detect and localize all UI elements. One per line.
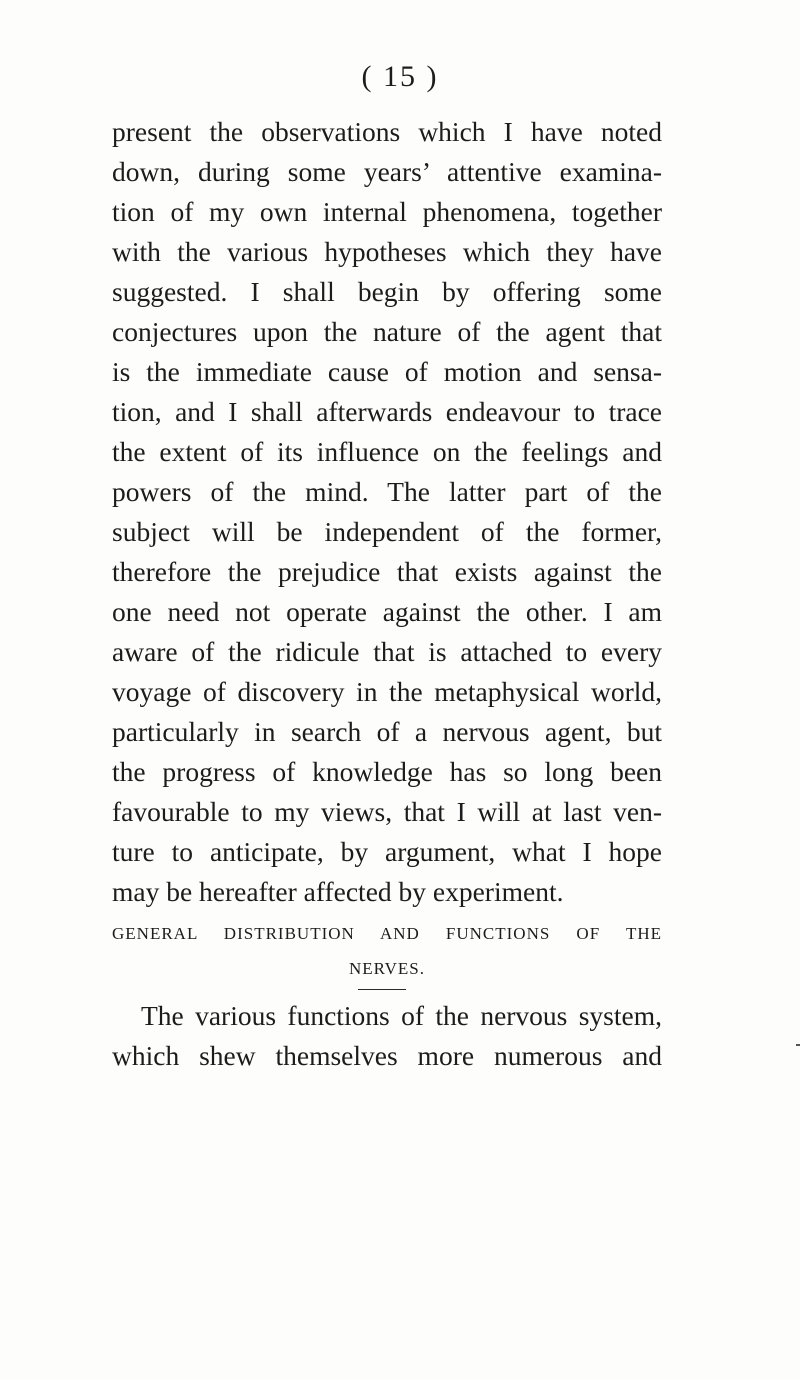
text-line: conjectures upon the nature of the agent that — [112, 316, 662, 347]
text-line: tion of my own internal phenomena, together — [112, 196, 662, 227]
continuation-paragraph — [112, 996, 662, 1076]
section-heading — [112, 920, 662, 983]
text-line: aware of the ridicule that is attached to every — [112, 636, 662, 667]
margin-mark — [796, 1044, 800, 1046]
body-paragraph — [112, 112, 662, 912]
section-heading-line-1: GENERAL DISTRIBUTION AND FUNCTIONS OF THE — [112, 924, 662, 943]
text-line: present the observations which I have noted — [112, 116, 662, 147]
text-line: which shew themselves more numerous and — [112, 1040, 662, 1071]
text-line: subject will be independent of the former, — [112, 516, 662, 547]
text-line: therefore the prejudice that exists against the — [112, 556, 662, 587]
text-line: tion, and I shall afterwards endeavour to trace — [112, 396, 662, 427]
text-line: may be hereafter affected by experiment. — [112, 876, 564, 907]
section-heading-line-2: NERVES. — [348, 959, 425, 978]
text-line: the extent of its influence on the feelings and — [112, 436, 662, 467]
text-line: one need not operate against the other. I am — [112, 596, 662, 627]
text-line: particularly in search of a nervous agent, but — [112, 716, 662, 747]
text-line: is the immediate cause of motion and sensa- — [112, 356, 662, 387]
text-line: powers of the mind. The latter part of the — [112, 476, 662, 507]
text-line: favourable to my views, that I will at last ven- — [112, 796, 662, 827]
text-line: the progress of knowledge has so long been — [112, 756, 662, 787]
text-line: with the various hypotheses which they have — [112, 236, 662, 267]
text-line: ture to anticipate, by argument, what I hope — [112, 836, 662, 867]
text-line: The various functions of the nervous system, — [141, 1000, 662, 1031]
page-number: ( 15 ) — [361, 60, 439, 93]
text-line: voyage of discovery in the metaphysical world, — [112, 676, 662, 707]
heading-divider — [358, 989, 406, 990]
text-line: suggested. I shall begin by offering some — [112, 276, 662, 307]
text-line: down, during some years’ attentive examina- — [112, 156, 662, 187]
